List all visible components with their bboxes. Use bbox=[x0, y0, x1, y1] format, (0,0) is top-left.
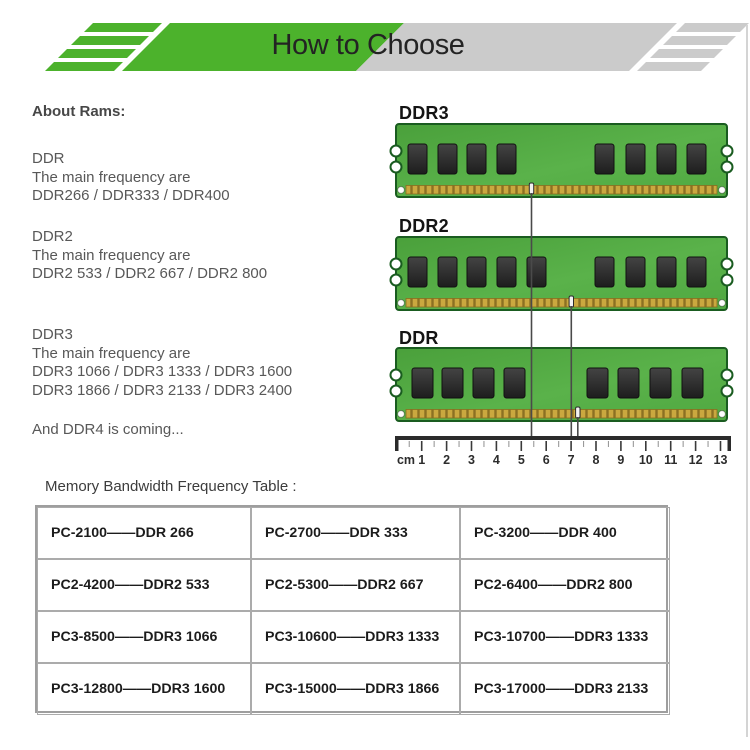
cm-tick bbox=[595, 441, 597, 451]
memory-chip bbox=[618, 368, 639, 398]
memory-chip bbox=[497, 144, 516, 174]
ruler-bar bbox=[395, 436, 731, 440]
cm-tick bbox=[471, 441, 473, 451]
gold-pin-strip bbox=[406, 299, 717, 308]
ddr2-line: DDR2 533 / DDR2 667 / DDR2 800 bbox=[32, 265, 268, 282]
edge-notch bbox=[391, 275, 402, 286]
memory-chip bbox=[438, 257, 457, 287]
ram-module-ddr2 bbox=[391, 216, 733, 310]
table-cell: PC2-6400——DDR2 800 bbox=[460, 559, 670, 611]
half-cm-tick bbox=[533, 441, 534, 447]
table-cell: PC3-12800——DDR3 1600 bbox=[37, 663, 251, 715]
ddr-name: DDR bbox=[32, 150, 65, 167]
memory-chip bbox=[595, 144, 614, 174]
module-body bbox=[391, 124, 733, 197]
table-cell: PC2-4200——DDR2 533 bbox=[37, 559, 251, 611]
ruler-number: 13 bbox=[713, 453, 728, 467]
ddr3-line: DDR3 1066 / DDR3 1333 / DDR3 1600 bbox=[32, 363, 293, 380]
mounting-hole bbox=[398, 187, 405, 194]
ddr-line: DDR266 / DDR333 / DDR400 bbox=[32, 187, 230, 204]
half-cm-tick bbox=[558, 441, 559, 447]
edge-notch bbox=[722, 275, 733, 286]
ram-module-ddr3 bbox=[391, 103, 733, 197]
image-right-border bbox=[746, 25, 748, 737]
ddr2-name: DDR2 bbox=[32, 228, 73, 245]
memory-chip bbox=[657, 257, 676, 287]
key-notch bbox=[576, 407, 580, 418]
ruler-number: 11 bbox=[664, 453, 678, 467]
edge-notch bbox=[722, 146, 733, 157]
half-cm-tick bbox=[583, 441, 584, 447]
edge-notch bbox=[722, 259, 733, 270]
table-cell: PC3-10600——DDR3 1333 bbox=[251, 611, 460, 663]
cm-tick bbox=[521, 441, 523, 451]
memory-chip bbox=[408, 144, 427, 174]
memory-chip bbox=[682, 368, 703, 398]
page-title: How to Choose bbox=[271, 29, 465, 61]
half-cm-tick bbox=[633, 441, 634, 447]
half-cm-tick bbox=[508, 441, 509, 447]
ruler-number: 7 bbox=[567, 453, 575, 467]
edge-notch bbox=[722, 162, 733, 173]
table-title: Memory Bandwidth Frequency Table : bbox=[45, 478, 297, 495]
ruler-number: 3 bbox=[468, 453, 475, 467]
memory-chip bbox=[442, 368, 463, 398]
memory-chip bbox=[657, 144, 676, 174]
half-cm-tick bbox=[459, 441, 460, 447]
memory-chip bbox=[504, 368, 525, 398]
half-cm-tick bbox=[658, 441, 659, 447]
edge-notch bbox=[391, 370, 402, 381]
ruler bbox=[395, 436, 731, 467]
ruler-number: 6 bbox=[542, 453, 550, 467]
mounting-hole bbox=[719, 411, 726, 418]
half-cm-tick bbox=[683, 441, 684, 447]
half-cm-tick bbox=[608, 441, 609, 447]
memory-chip bbox=[438, 144, 457, 174]
table-cell: PC3-10700——DDR3 1333 bbox=[460, 611, 670, 663]
table-cell: PC2-5300——DDR2 667 bbox=[251, 559, 460, 611]
ruler-unit-label: cm bbox=[396, 453, 416, 467]
ddr3-line: DDR3 1866 / DDR3 2133 / DDR3 2400 bbox=[32, 381, 293, 399]
memory-chip bbox=[497, 257, 516, 287]
cm-tick bbox=[570, 441, 572, 451]
table-cell: PC3-15000——DDR3 1866 bbox=[251, 663, 460, 715]
ruler-number: 8 bbox=[592, 453, 600, 467]
edge-notch bbox=[722, 386, 733, 397]
memory-chip bbox=[467, 257, 486, 287]
edge-notch bbox=[391, 259, 402, 270]
ruler-right-cap bbox=[728, 436, 732, 451]
memory-bandwidth-table bbox=[35, 505, 668, 713]
ram-module-ddr bbox=[391, 328, 733, 421]
table-cell: PC-3200——DDR 400 bbox=[460, 507, 670, 559]
key-notch bbox=[569, 296, 573, 307]
cm-tick bbox=[545, 441, 547, 451]
mounting-hole bbox=[719, 187, 726, 194]
table-cell: PC-2700——DDR 333 bbox=[251, 507, 460, 559]
ruler-left-cap bbox=[395, 436, 399, 451]
cm-tick bbox=[670, 441, 672, 451]
cm-tick bbox=[645, 441, 647, 451]
half-cm-tick bbox=[708, 441, 709, 447]
cm-tick bbox=[421, 441, 423, 451]
ruler-number: 5 bbox=[517, 453, 525, 467]
ddr3-name: DDR3 bbox=[32, 326, 73, 343]
mounting-hole bbox=[719, 300, 726, 307]
memory-chip bbox=[626, 257, 645, 287]
memory-chip bbox=[626, 144, 645, 174]
edge-notch bbox=[391, 386, 402, 397]
gold-pin-strip bbox=[406, 186, 717, 195]
ddr4-footnote: And DDR4 is coming... bbox=[32, 420, 184, 438]
edge-notch bbox=[391, 162, 402, 173]
mounting-hole bbox=[398, 300, 405, 307]
module-label-ddr: DDR bbox=[399, 328, 439, 348]
gold-pin-strip bbox=[406, 410, 717, 419]
module-label-ddr2: DDR2 bbox=[399, 216, 449, 236]
ruler-ticks bbox=[409, 441, 722, 451]
module-label-ddr3: DDR3 bbox=[399, 103, 449, 123]
ruler-number: 1 bbox=[418, 453, 426, 467]
cm-tick bbox=[720, 441, 722, 451]
cm-tick bbox=[620, 441, 622, 451]
memory-chip bbox=[650, 368, 671, 398]
table-cell: PC-2100——DDR 266 bbox=[37, 507, 251, 559]
memory-chip bbox=[587, 368, 608, 398]
half-cm-tick bbox=[483, 441, 484, 447]
ddr3-line: The main frequency are bbox=[32, 344, 191, 362]
cm-tick bbox=[446, 441, 448, 451]
memory-chip bbox=[467, 144, 486, 174]
about-heading: About Rams: bbox=[32, 103, 126, 120]
half-cm-tick bbox=[434, 441, 435, 447]
memory-chip bbox=[687, 144, 706, 174]
ruler-number: 9 bbox=[617, 453, 625, 467]
memory-chip bbox=[408, 257, 427, 287]
cm-tick bbox=[695, 441, 697, 451]
edge-notch bbox=[391, 146, 402, 157]
edge-notch bbox=[722, 370, 733, 381]
ruler-number: 12 bbox=[688, 453, 703, 467]
cm-tick bbox=[496, 441, 498, 451]
table-cell: PC3-8500——DDR3 1066 bbox=[37, 611, 251, 663]
memory-chip bbox=[473, 368, 494, 398]
module-body bbox=[391, 237, 733, 310]
ruler-number: 10 bbox=[638, 453, 653, 467]
key-notch bbox=[529, 183, 533, 194]
module-body bbox=[391, 348, 733, 421]
table-cell: PC3-17000——DDR3 2133 bbox=[460, 663, 670, 715]
ddr-line: The main frequency are bbox=[32, 168, 191, 186]
ddr2-line: The main frequency are bbox=[32, 246, 191, 264]
memory-chip bbox=[412, 368, 433, 398]
memory-chip bbox=[687, 257, 706, 287]
mounting-hole bbox=[398, 411, 405, 418]
memory-chip bbox=[595, 257, 614, 287]
half-cm-tick bbox=[409, 441, 410, 447]
memory-chip bbox=[527, 257, 546, 287]
ruler-number: 4 bbox=[492, 453, 500, 467]
ruler-number: 2 bbox=[443, 453, 451, 467]
